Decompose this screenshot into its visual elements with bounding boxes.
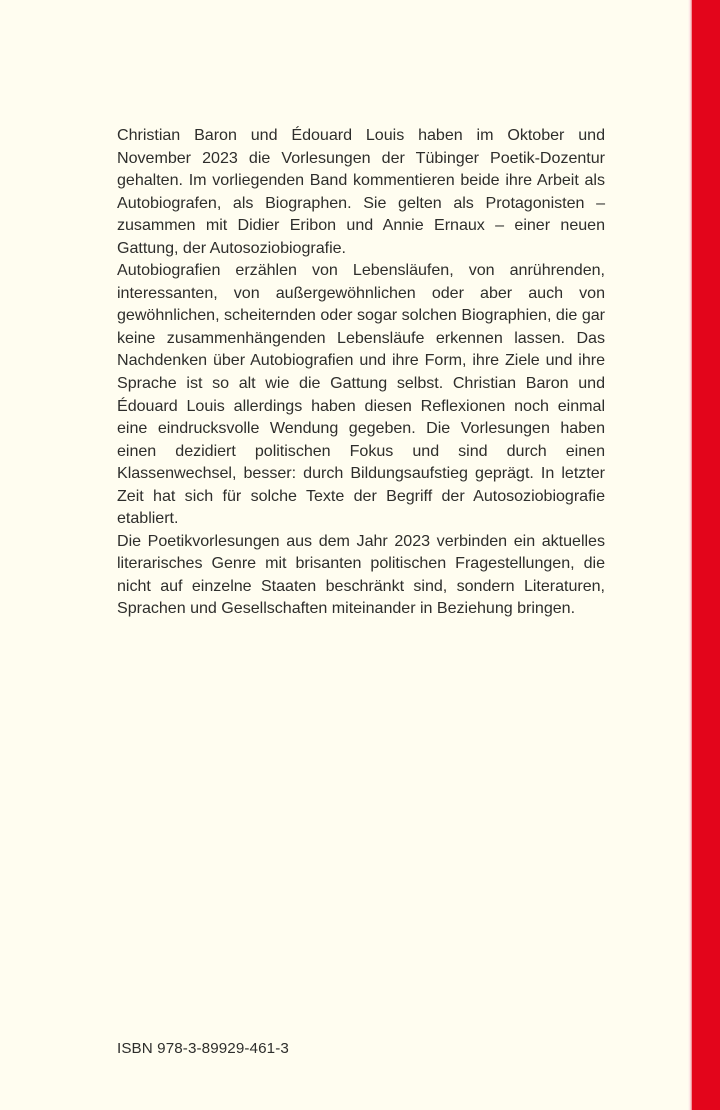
isbn-number: ISBN 978-3-89929-461-3 — [117, 1040, 289, 1057]
blurb-text-block — [117, 124, 605, 620]
spine-red-band — [692, 0, 720, 1110]
blurb-paragraph-2: Autobiografien erzählen von Lebensläufen, von anrührenden, interessanten, von außergewöhnlichen oder aber auch von gewöhnlichen, scheiternden oder sogar solchen Biographien, die gar keine zusammenhängenden Lebensläufe erkennen lassen. Das Nachdenken über Autobiografien und ihre Form, ihre Ziele und ihre Sprache ist so alt wie die Gattung selbst. Christian Baron und Édouard Louis allerdings haben diesen Reflexionen noch einmal eine eindrucksvolle Wendung gegeben. Die Vorlesungen haben einen dezidiert politischen Fokus und sind durch einen Klassenwechsel, besser: durch Bildungsaufstieg geprägt. In letzter Zeit hat sich für solche Texte der Begriff der Autosoziobiografie etabliert. — [117, 261, 605, 528]
blurb-paragraph-3: Die Poetikvorlesungen aus dem Jahr 2023 verbinden ein aktuelles literarisches Genre mit brisanten politischen Fragestellungen, die nicht auf einzelne Staaten beschränkt sind, sondern Literaturen, Sprachen und Gesellschaften miteinander in Beziehung bringen. — [117, 531, 605, 618]
blurb-paragraph-1: Christian Baron und Édouard Louis haben im Oktober und November 2023 die Vorlesungen der Tübinger Poetik-Dozentur gehalten. Im vorliegenden Band kommentieren beide ihre Arbeit als Autobiografen, als Biographen. Sie gelten als Protagonisten – zusammen mit Didier Eribon und Annie Ernaux – einer neuen Gattung, der Autosoziobiografie. — [117, 126, 605, 257]
